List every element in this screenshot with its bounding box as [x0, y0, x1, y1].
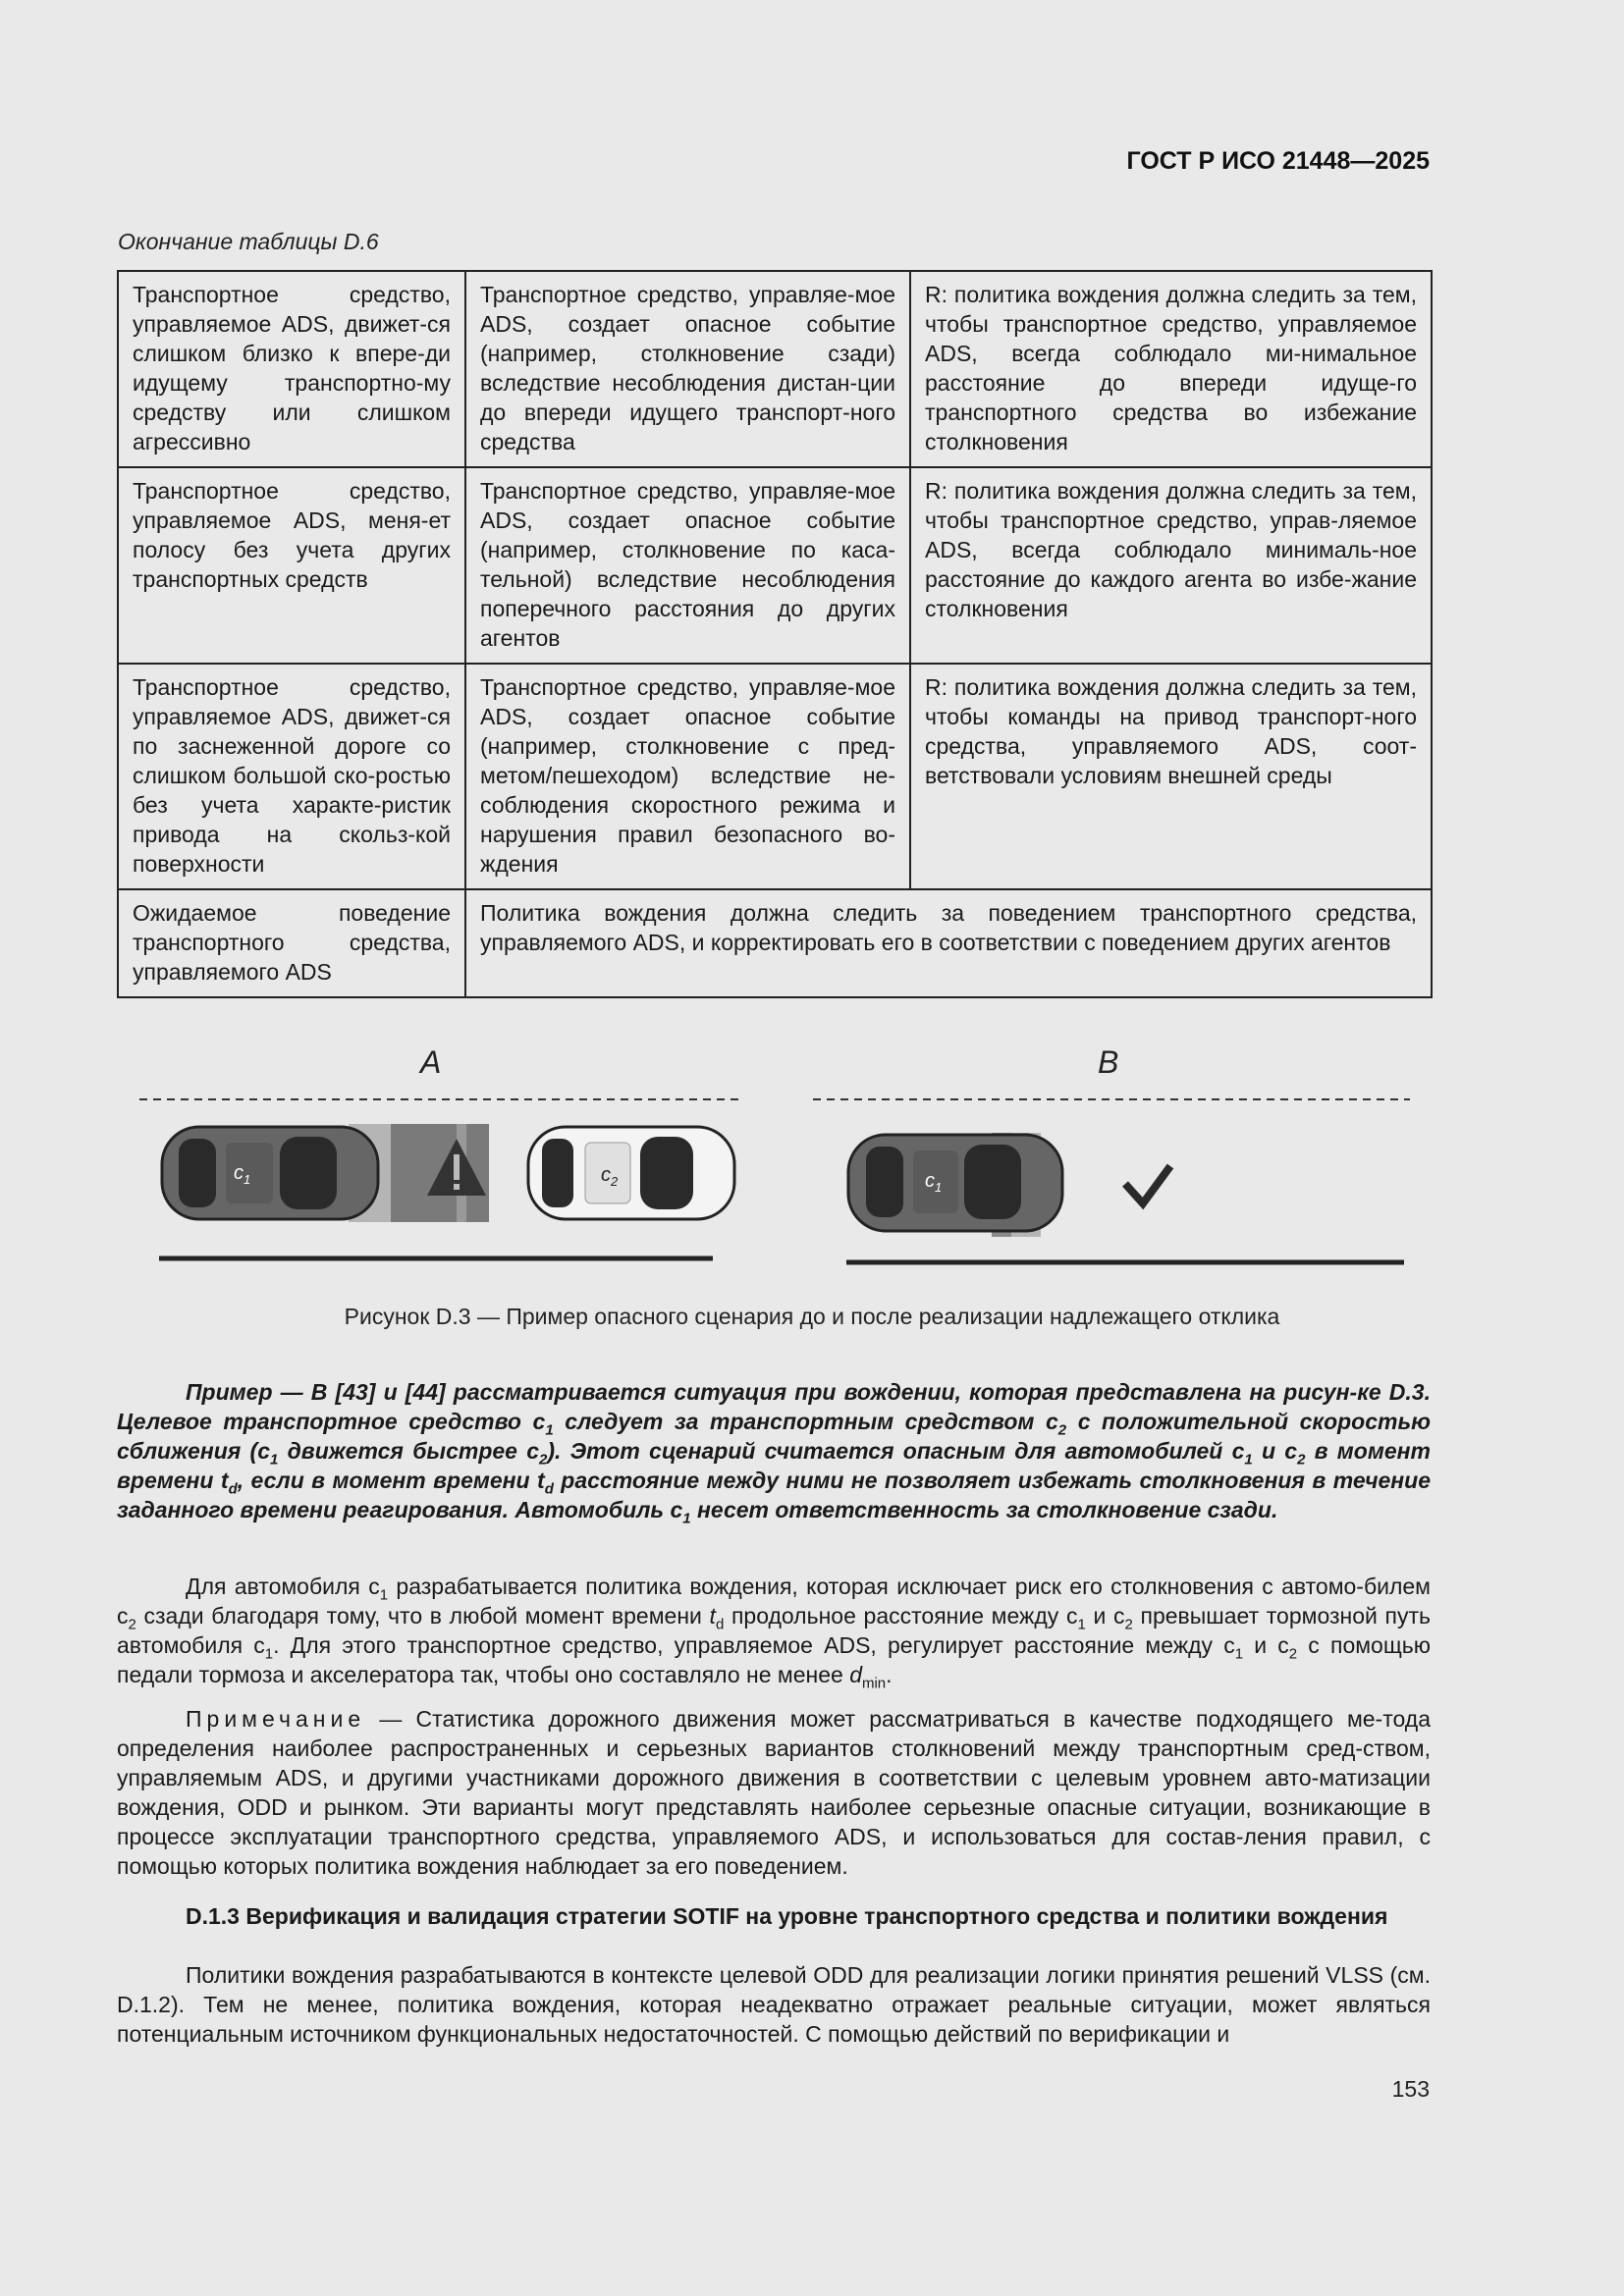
standard-designation: ГОСТ Р ИСО 21448—2025	[1126, 147, 1430, 175]
table-cell: Транспортное средство, управляемое ADS, движет-ся слишком близко к впере-ди идущему транспортно-му средству или слишком агрессивно	[118, 271, 465, 467]
table-cell: R: политика вождения должна следить за тем, чтобы транспортное средство, управ-ляемое ADS, всегда соблюдало минималь-ное расстояние до каждого агента во избе-жание столкновения	[910, 467, 1432, 664]
section-heading: D.1.3 Верификация и валидация стратегии SOTIF на уровне транспортного средства и политики вождения	[186, 1903, 1388, 1929]
car-c1	[162, 1127, 378, 1219]
table-row	[118, 889, 1432, 997]
table-cell: R: политика вождения должна следить за тем, чтобы команды на привод транспорт-ного средства, управляемого ADS, соот-ветствовали условиям внешней среды	[910, 664, 1432, 889]
table-cell: Транспортное средство, управляе-мое ADS, создает опасное событие (например, столкновение с пред-метом/пешеходом) вследствие не-соблюдения скоростного режима и нарушения правил безопасного во-ждения	[465, 664, 910, 889]
table-cell-merged: Политика вождения должна следить за поведением транспортного средства, управляемого ADS, и корректировать его в соответствии с поведением других агентов	[465, 889, 1432, 997]
car-c1-safe	[848, 1135, 1062, 1231]
note-paragraph: Примечание — Статистика дорожного движения может рассматриваться в качестве подходящего ме-тода определения наиболее распространенных и серьезных вариантов столкновений между транспортным сред-ством, управляемым ADS, и другими участниками дорожного движения в соответствии с целевым уровнем авто-матизации вождения, ODD и рынком. Эти варианты могут представлять наиболее серьезные опасные ситуации, возникающие в процессе эксплуатации транспортного средства, управляемого ADS, и использоваться для состав-ления правил, с помощью которых политика вождения наблюдает за его поведением.	[117, 1706, 1431, 1879]
table-cell: Транспортное средство, управляе-мое ADS, создает опасное событие (например, столкновение по каса-тельной) вследствие несоблюдения поперечного расстояния до других агентов	[465, 467, 910, 664]
page-number: 153	[1391, 2076, 1430, 2102]
table-cell: Транспортное средство, управляемое ADS, меня-ет полосу без учета других транспортных средств	[118, 467, 465, 664]
table-row	[118, 467, 1432, 664]
checkmark-icon	[1125, 1166, 1170, 1203]
example-paragraph: Пример — В [43] и [44] рассматривается ситуация при вождении, которая представлена на рисун-ке D.3. Целевое транспортное средство $c_1$ следует за транспортным средством $c_2$ с положительной скоростью сближения ($c_1$ движется быстрее $c_2$). Этот сценарий считается опасным для автомобилей $c_1$ и $c_2$ в момент времени $t_d$, если в момент времени $t_d$ расстояние между ними не позволяет избежать столкновения в течение заданного времени реагирования. Автомобиль $c_1$ несет ответственность за столкновение сзади.	[117, 1379, 1432, 1527]
figure-caption: Рисунок D.3 — Пример опасного сценария до и после реализации надлежащего отклика	[344, 1304, 1280, 1329]
table-cell: Ожидаемое поведение транспортного средства, управляемого ADS	[118, 889, 465, 997]
car-c1-label: $c_1$	[234, 1162, 251, 1187]
note-label: Примечание	[186, 1706, 366, 1732]
body-paragraph: Для автомобиля $c_1$ разрабатывается политика вождения, которая исключает риск его столкновения с автомо-билем $c_2$ сзади благодаря тому, что в любой момент времени $t_d$ продольное расстояние между $c_1$ и $c_2$ превышает тормозной путь автомобиля $c_1$. Для этого транспортное средство, управляемое ADS, регулирует расстояние между $c_1$ и $c_2$ с помощью педали тормоза и акселератора так, чтобы оно составляло не менее $d_{min}$.	[117, 1574, 1431, 1692]
table-row	[118, 271, 1432, 467]
panel-label-a: A	[420, 1044, 442, 1080]
car-c1-safe-label: $c_1$	[925, 1170, 943, 1195]
body-paragraph: Политики вождения разрабатываются в контексте целевой ODD для реализации логики принятия решений VLSS (см. D.1.2). Тем не менее, политика вождения, которая неадекватно отражает реальные ситуации, может являться потенциальным источником функциональных недостаточностей. С помощью действий по верификации и	[117, 1962, 1431, 2047]
car-c2-label: $c_2$	[601, 1164, 619, 1189]
figure-drawing	[128, 1041, 1424, 1276]
figure-d3	[128, 1041, 1424, 1276]
table-cell: Транспортное средство, управляемое ADS, движет-ся по заснеженной дороге со слишком большой ско-ростью без учета характе-ристик привода на скольз-кой поверхности	[118, 664, 465, 889]
table-row	[118, 664, 1432, 889]
panel-label-b: B	[1098, 1044, 1119, 1080]
table-cell: R: политика вождения должна следить за тем, чтобы транспортное средство, управляемое ADS, всегда соблюдало ми-нимальное расстояние до впереди идуще-го транспортного средства во избежание столкновения	[910, 271, 1432, 467]
table-cell: Транспортное средство, управляе-мое ADS, создает опасное событие (например, столкновение сзади) вследствие несоблюдения дистан-ции до впереди идущего транспорт-ного средства	[465, 271, 910, 467]
table-continuation-caption: Окончание таблицы D.6	[118, 229, 379, 254]
table-d6	[117, 270, 1433, 998]
car-c2	[528, 1127, 734, 1219]
